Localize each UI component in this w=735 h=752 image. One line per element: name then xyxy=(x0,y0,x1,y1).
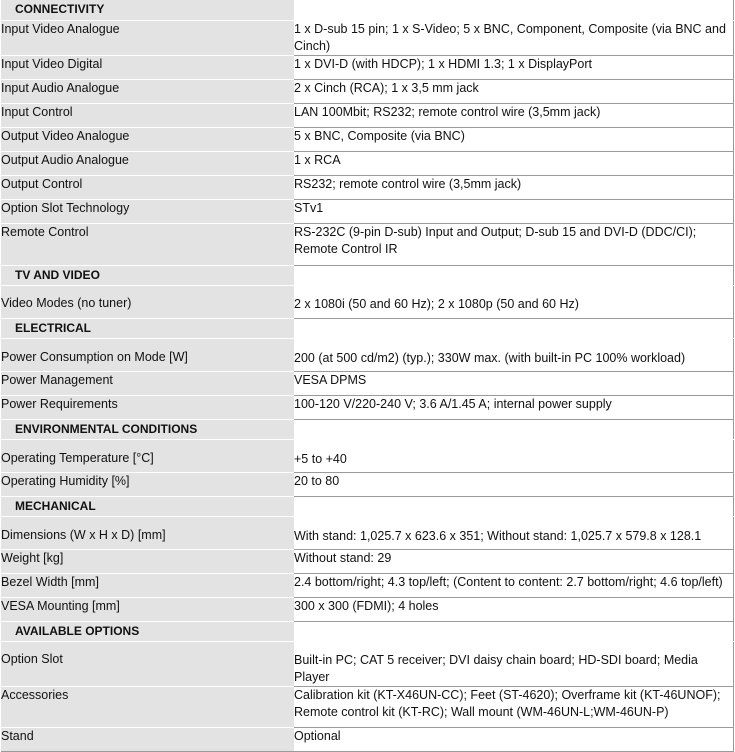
spec-value: 100-120 V/220-240 V; 3.6 A/1.45 A; internal power supply xyxy=(294,395,733,419)
spec-value: 1 x RCA xyxy=(294,151,733,175)
spec-label: Operating Humidity [%] xyxy=(1,472,294,496)
spec-row xyxy=(1,103,733,127)
spec-label: Video Modes (no tuner) xyxy=(1,285,294,318)
section-title: TV AND VIDEO xyxy=(1,265,294,285)
spec-value: Optional xyxy=(294,727,733,751)
spec-label: Accessories xyxy=(1,686,294,727)
spec-label: Input Video Digital xyxy=(1,55,294,79)
spec-label: Output Video Analogue xyxy=(1,127,294,151)
spec-label: Power Consumption on Mode [W] xyxy=(1,338,294,371)
spec-row xyxy=(1,175,733,199)
spec-row xyxy=(1,127,733,151)
spec-value: RS-232C (9-pin D-sub) Input and Output; D-sub 15 and DVI-D (DDC/CI); Remote Control IR xyxy=(294,223,733,265)
spec-row xyxy=(1,727,733,751)
section-header-mechanical xyxy=(1,496,733,516)
spec-label: Option Slot Technology xyxy=(1,199,294,223)
spec-value: 2 x 1080i (50 and 60 Hz); 2 x 1080p (50 and 60 Hz) xyxy=(294,285,733,318)
spec-row xyxy=(1,338,733,371)
spec-label: Dimensions (W x H x D) [mm] xyxy=(1,516,294,549)
spec-table xyxy=(1,0,734,752)
section-header-electrical xyxy=(1,318,733,338)
spec-label: VESA Mounting [mm] xyxy=(1,597,294,621)
spec-row xyxy=(1,151,733,175)
spec-value: 300 x 300 (FDMI); 4 holes xyxy=(294,597,733,621)
spec-value: With stand: 1,025.7 x 623.6 x 351; Without stand: 1,025.7 x 579.8 x 128.1 xyxy=(294,516,733,549)
spec-label: Output Control xyxy=(1,175,294,199)
spec-label: Stand xyxy=(1,727,294,751)
spec-value: 2.4 bottom/right; 4.3 top/left; (Content to content: 2.7 bottom/right; 4.6 top/left) xyxy=(294,573,733,597)
spec-row xyxy=(1,223,733,265)
section-title: ELECTRICAL xyxy=(1,318,294,338)
spec-value: 200 (at 500 cd/m2) (typ.); 330W max. (with built-in PC 100% workload) xyxy=(294,338,733,371)
spec-row xyxy=(1,371,733,395)
section-header-connectivity xyxy=(1,0,733,20)
spec-row xyxy=(1,285,733,318)
section-title: CONNECTIVITY xyxy=(1,0,294,20)
spec-label: Option Slot xyxy=(1,641,294,686)
spec-value: 2 x Cinch (RCA); 1 x 3,5 mm jack xyxy=(294,79,733,103)
spec-row xyxy=(1,79,733,103)
spec-row xyxy=(1,199,733,223)
spec-value: VESA DPMS xyxy=(294,371,733,395)
spec-row xyxy=(1,549,733,573)
spec-row xyxy=(1,472,733,496)
spec-value: 1 x DVI-D (with HDCP); 1 x HDMI 1.3; 1 x DisplayPort xyxy=(294,55,733,79)
spec-row xyxy=(1,641,733,686)
section-title: MECHANICAL xyxy=(1,496,294,516)
section-title: AVAILABLE OPTIONS xyxy=(1,621,294,641)
spec-row xyxy=(1,55,733,79)
spec-label: Input Audio Analogue xyxy=(1,79,294,103)
section-title: ENVIRONMENTAL CONDITIONS xyxy=(1,419,294,439)
spec-label: Operating Temperature [°C] xyxy=(1,439,294,472)
spec-row xyxy=(1,20,733,55)
spec-label: Weight [kg] xyxy=(1,549,294,573)
section-header-environmental-conditions xyxy=(1,419,733,439)
spec-value: RS232; remote control wire (3,5mm jack) xyxy=(294,175,733,199)
section-header-tv-and-video xyxy=(1,265,733,285)
spec-label: Input Video Analogue xyxy=(1,20,294,55)
spec-value: LAN 100Mbit; RS232; remote control wire (3,5mm jack) xyxy=(294,103,733,127)
section-header-available-options xyxy=(1,621,733,641)
spec-label: Power Management xyxy=(1,371,294,395)
spec-label: Output Audio Analogue xyxy=(1,151,294,175)
spec-value: +5 to +40 xyxy=(294,439,733,472)
spec-label: Power Requirements xyxy=(1,395,294,419)
spec-label: Remote Control xyxy=(1,223,294,265)
spec-value: 5 x BNC, Composite (via BNC) xyxy=(294,127,733,151)
spec-row xyxy=(1,686,733,727)
spec-label: Input Control xyxy=(1,103,294,127)
spec-value: Without stand: 29 xyxy=(294,549,733,573)
spec-value: Calibration kit (KT-X46UN-CC); Feet (ST-4620); Overframe kit (KT-46UNOF); Remote control kit (KT-RC); Wall mount (WM-46UN-L;WM-46UN-P) xyxy=(294,686,733,727)
spec-row xyxy=(1,516,733,549)
spec-value: 1 x D-sub 15 pin; 1 x S-Video; 5 x BNC, Component, Composite (via BNC and Cinch) xyxy=(294,20,733,55)
spec-label: Bezel Width [mm] xyxy=(1,573,294,597)
spec-row xyxy=(1,395,733,419)
spec-value: 20 to 80 xyxy=(294,472,733,496)
spec-value: Built-in PC; CAT 5 receiver; DVI daisy chain board; HD-SDI board; Media Player xyxy=(294,641,733,686)
spec-value: STv1 xyxy=(294,199,733,223)
spec-row xyxy=(1,597,733,621)
spec-row xyxy=(1,573,733,597)
spec-row xyxy=(1,439,733,472)
